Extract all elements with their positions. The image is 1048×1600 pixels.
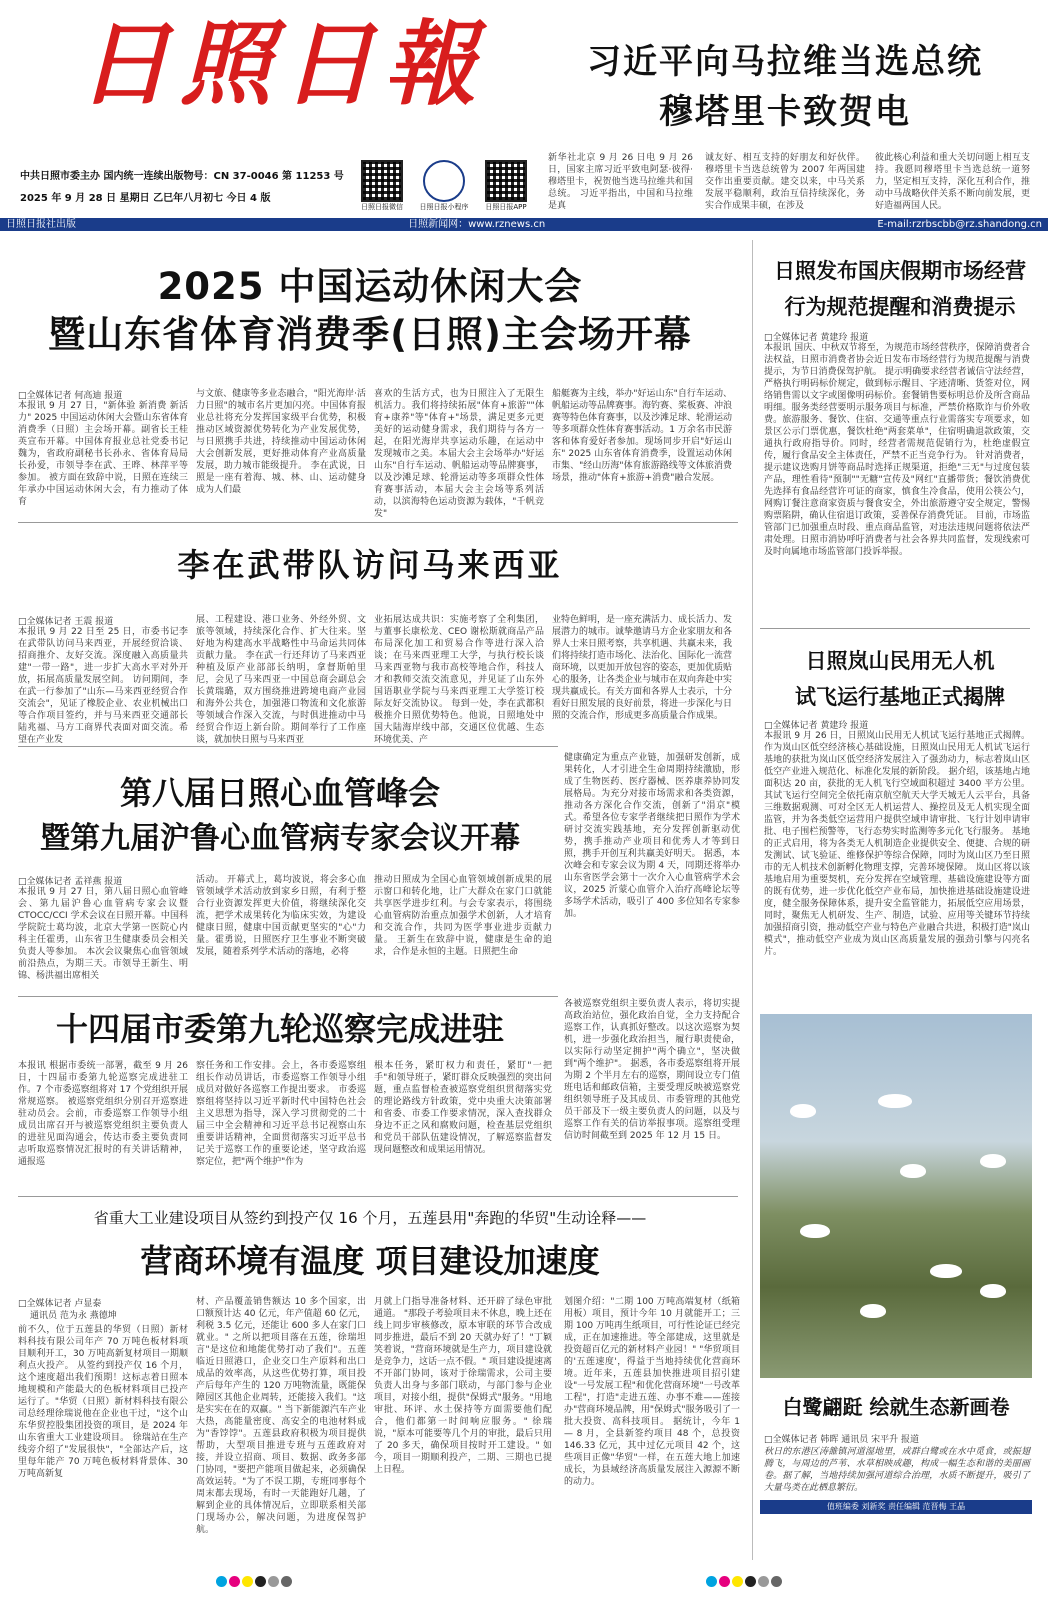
register-marks-left bbox=[216, 1572, 294, 1591]
date-line: 2025 年 9 月 28 日 星期日 乙巳年八月初七 今日 4 版 bbox=[20, 193, 271, 204]
photo-caption: 秋日的东港区涛雒镇河道湿地里，成群白鹭或在水中觅食，或振翅腾飞，与周边的芦苇、水草相映成趣，构成一幅生态和谐的美丽画卷。据了解，当地持续加强河道综合治理，水质不断提升，吸引了大量鸟类在此栖息繁衍。 bbox=[764, 1447, 1030, 1493]
divider bbox=[18, 996, 558, 997]
qr-caption: 日照日报小程序 bbox=[419, 203, 469, 211]
magenta-dot bbox=[229, 1576, 240, 1587]
logo-icon bbox=[423, 160, 465, 202]
magenta-dot bbox=[719, 1576, 730, 1587]
yellow-dot bbox=[242, 1576, 253, 1587]
article2-col1: 本报讯 9 月 22 日至 25 日，市委书记李在武带队访问马来西亚，开展经贸洽谈、招商推介、友好交流。深度融入高质量共建"一带一路"，进一步扩大高水平对外开放，拓展高质量发展空间。 访问期间，李在武一行参加了"山东—马来西亚经贸合作交流会"，见证了橡胶企业、农业机械出口等合作项目签约，并与马来西亚交通部长陆兆福、马方工商界代表面对面交流。希望在产业发 bbox=[18, 627, 188, 745]
article4-title: 十四届市委第九轮巡察完成进驻 bbox=[55, 1010, 504, 1048]
article2-col2: 展、工程建设、港口业务、外经外贸、文旅等领域，持续深化合作、扩大往来。坚好地为构建高水平战略性中马命运共同体贡献力量。 李在武一行还拜访了马来西亚种植及原产业部部长纳明，拿督斯帕里尼，会见了马来西亚一中国总商会副总会长黄瑞璐，双方围绕推进跨境电商产业园和海外公共仓，加强港口物流和文化旅游等领域合作深入交流，与时俱进推动中马经贸合作迈上新台阶。期间举行了工作座谈，就加快日照与马来西亚 bbox=[196, 615, 366, 745]
info-bar bbox=[0, 218, 1048, 231]
article1-col3: 喜欢的生活方式，也为日照注入了无限生机活力。我们将持续拓展"体育+旅游""体育+康养"等"体育+"场景，满足更多元更美好的运动健身需求，我们期待与各方一起，在阳光海岸共享运动乐趣，在运动中发现城市之美。本届大会主会场举办"好运山东"自行车运动、帆船运动等品牌赛事，以及沙滩足球、轮滑运动等多项群众性体育赛事活动，本届大会主会场等系列活动，以滨海特色运动资源为载体，"千帆竞发" bbox=[374, 389, 544, 519]
qr-code-icon bbox=[361, 160, 403, 202]
divider bbox=[18, 1196, 738, 1197]
article4-col1: 本报讯 根据市委统一部署，截至 9 月 26 日，十四届市委第九轮巡察完成进驻工作。7 个市委巡察组将对 17 个党组织开展常规巡察。 被巡察党组织分别召开巡察进驻动员会。会前，市委巡察工作领导小组成员出席召开与被巡察党组织主要负责人的进驻见面沟通会，传达市委主要负责同志听取巡察情况汇报时的有关讲话精神，通报巡 bbox=[18, 1061, 188, 1167]
article3-byline: □全媒体记者 孟祥燕 报道 bbox=[18, 877, 123, 887]
article4-col4: 各被巡察党组织主要负责人表示，将切实提高政治站位，强化政治自觉，全力支持配合巡察工作，认真抓好整改。以这次巡察为契机，进一步强化政治担当，履行职责使命，以实际行动坚定拥护"两个确立"，坚决做到"两个维护"。 据悉，各市委巡察组将开展为期 2 个半月左右的巡察，期间设立专门值班电话和邮政信箱，主要受理反映被巡察党组织领导班子及其成员、市委管理的其他党员干部及下一级主要负责人的问题，以及与巡察工作有关的信访举报事项。巡察组受理信访时间截至到 2025 年 12 月 15 日。 bbox=[564, 999, 740, 1141]
egret-shape bbox=[800, 1224, 830, 1238]
black-dot bbox=[745, 1576, 756, 1587]
side2-body: 本报讯 9 月 26 日，日照岚山民用无人机试飞运行基地正式揭牌。作为岚山区低空经济核心基础设施，日照岚山民用无人机试飞运行基地的获批为岚山区低空经济发展注入了强劲动力，标志着岚山区低空产业进入规范化、标准化发展的新阶段。 据介绍，该基地占地面积达 20 亩，获批的无人机飞行空域面积超过 3400 平方公里。其试飞运行空间完全依托南京航空航天大学天城无人云平台，具备三维数据观测、可对全区无人机运营人、操控员及无人机实现全面监管，并为各类低空运营用户提供空域申请审批、飞行计划申请审批、电子围栏预警等，飞行态势实时监测等多元化飞行服务。 基地的正式启用，将为各类无人机制造企业提供安全、便捷、合规的研发测试、试飞验证、维修保护等综合保障，同时为岚山区乃至日照市的无人机技术创新孵化物理支撑，完善环境保障。 岚山区将以该基地启用为重要契机，充分发挥在空域管理、基础设施建设等方面的既有优势，进一步优化低空产业布局，加快推进基础设施建设进度，健全服务保障体系，提升安全监管能力，拓展低空应用场景，同时，聚焦无人机研发、生产、制造，试验、应用等关键环节持续加强招商引资，推动低空产业与特色产业融合共进，积极打造"岚山模式"，推动低空产业成为岚山区高质量发展的强劲引擎与闪亮名片。 bbox=[764, 731, 1030, 957]
article5-byline2: 通讯员 范为永 燕德坤 bbox=[30, 1311, 117, 1321]
article1-col2: 与文旅、健康等多业态融合，"阳光海岸·活力日照"的城市名片更加闪亮。中国体育报业总社将充分发挥国家级平台优势，积极推动区域资源优势转化为产业发展优势，与日照携手共进，持续推动中国运动休闲大会创新发展，更好推动体育产业高质量发展，助力城市能级提升。 李在武说，日照是一座有着海、城、林、山、运动健身成为人们最 bbox=[196, 389, 366, 495]
egret-shape bbox=[878, 1094, 912, 1108]
article5-col2: 材、产品覆盖销售额达 10 多个国家，出口额预计达 40 亿元，年产值超 60 亿元，利税 3.5 亿元，还能让 600 多人在家门口就业。" 之所以把项目落在五莲，徐瑞坦言"是这位和地能优势打动了我们"。五莲临近日照港口，企业交口生产原料和出口成品的效率高，从这些优势打算，项目投产后每年产生的 120 万吨物流量，既能保障园区其他企业周转，还能接入我们。"这是实实在在的双赢。" 当下新能源汽车产业大热，高能量密度、高安全的电池材料成为"香饽饽"。五莲县政府积极为项目提供帮助，大型项目推进专班与五莲政府对接，并设立招商、项目、数据、政务多部门协同，"要把产能项目做起来，必须确保高效运转。"为了不误工期，专班同事每个周末都去现场，有时一天能跑好几趟，了解到企业的具体情况后，立即联系相关部门现场办公，解决问题，为进度保驾护航。 bbox=[196, 1297, 366, 1535]
side1-title-line2: 行为规范提醒和消费提示 bbox=[784, 295, 1016, 319]
article2-col4: 业特色鲜明，是一座充满活力、成长活力、发展潜力的城市。诚挚邀请马方企业家朋友和各界人士来日照考察，共享机遇、共赢未来，我们将持续打造市场化、法治化、国际化一流营商环境，以更加开放包容的姿态，更加优质贴心的服务，让各类企业与城市在双向奔赴中实现共赢成长。有关方面和各界人士表示，十分看好日照发展的良好前景，将进一步深化与日照的交流合作，形成更多高质量合作成果。 bbox=[552, 615, 733, 721]
black-dot bbox=[255, 1576, 266, 1587]
publisher-label: 日照日报社出版 bbox=[6, 219, 76, 230]
column-divider bbox=[752, 240, 753, 1560]
gray-dot bbox=[268, 1576, 279, 1587]
article4-col2: 察任务和工作安排。会上，各市委巡察组组长作动员讲话，市委巡察工作领导小组成员对做好各巡察工作提出要求。 市委巡察组将坚持以习近平新时代中国特色社会主义思想为指导，深入学习贯彻党的二十届三中全会精神和习近平总书记视察山东重要讲话精神，全面贯彻落实习近平总书记关于巡察工作的重要论述，坚守政治巡察定位，把"两个维护"作为 bbox=[196, 1061, 366, 1167]
side1-byline: □全媒体记者 黄建玲 报道 bbox=[764, 333, 869, 343]
egret-shape bbox=[860, 1304, 886, 1318]
divider bbox=[18, 746, 558, 747]
qr-wechat[interactable] bbox=[352, 160, 412, 212]
article2-title: 李在武带队访问马来西亚 bbox=[177, 546, 563, 584]
article1-col4: 船艇赛为主线，举办"好运山东"自行车运动、帆船运动等品牌赛事。海钓赛、桨板赛、冲浪赛等特色体育赛事，以及沙滩足球、轮滑运动等多项群众性体育赛事活动。1 万余名市民游客和体育爱好者参加。现场同步开启"好运山东" 2025 山东省体育消费季，设置运动休闲市集、"经山历海"体育旅游路线等文体旅消费场景，推动"体育+旅游+消费"融合发展。 bbox=[552, 389, 733, 483]
article3-title-line2: 暨第九届沪鲁心血管病专家会议开幕 bbox=[40, 821, 520, 856]
lead-body-col2: 诚友好、相互支持的好朋友和好伙伴。穆塔里卡当选总统曾为 2007 年两国建交作出重要贡献。建交以来，中马关系发展平稳顺利，政治互信持续深化，务实合作成果丰硕，在涉及 bbox=[705, 153, 865, 211]
side2-title-line1: 日照岚山民用无人机 bbox=[805, 649, 995, 673]
qr-caption: 日照日报APP bbox=[485, 203, 527, 211]
yellow-dot bbox=[732, 1576, 743, 1587]
side1-title-line1: 日照发布国庆假期市场经营 bbox=[774, 259, 1026, 283]
gray-dot bbox=[758, 1576, 769, 1587]
cyan-dot bbox=[706, 1576, 717, 1587]
lead-body-col3: 彼此核心利益和重大关切问题上相互支持。我愿同穆塔里卡当选总统一道努力，坚定相互支持，深化互利合作，推动中马战略伙伴关系不断向前发展，更好造福两国人民。 bbox=[875, 153, 1030, 211]
register-marks-right bbox=[706, 1572, 784, 1591]
photo-byline: □全媒体记者 韩晖 通讯员 宋平升 报道 bbox=[764, 1435, 919, 1445]
article2-col3: 业拓展达成共识：实施考察了全利集团，与董事长康松龙、CEO 谢松斯就商品产品布局深化加工和贸易合作等进行深入洽谈；在马来西亚理工大学，与执行校长谈马来西亚物与我市高校等地合作，科技人才和教师交流交流意见，并见证了山东外国语职业学院与马来西亚理工大学签订校际友好交流协议。 每到一处，李在武都积极推介日照优势特色。他说，日照地处中国大陆海岸线中部，交通区位优越、生态环境优美、产 bbox=[374, 615, 544, 745]
article1-title-line1: 2025 中国运动休闲大会 bbox=[157, 265, 583, 308]
gray-dot bbox=[771, 1576, 782, 1587]
article5-byline1: □全媒体记者 卢显泰 bbox=[18, 1299, 102, 1309]
qr-app[interactable] bbox=[476, 160, 536, 212]
lead-title-line2: 穆塔里卡致贺电 bbox=[659, 92, 911, 132]
lead-title-line1: 习近平向马拉维当选总统 bbox=[587, 42, 983, 82]
lead-body-col1: 新华社北京 9 月 26 日电 9 月 26 日，国家主席习近平致电阿瑟·彼得·穆塔里卡，祝贺他当选马拉维共和国总统。 习近平指出，中国和马拉维是真 bbox=[548, 153, 693, 211]
egret-shape bbox=[900, 1164, 926, 1178]
website-link[interactable]: 日照新闻网：www.rznews.cn bbox=[408, 219, 546, 230]
egret-shape bbox=[930, 1264, 962, 1278]
cyan-dot bbox=[216, 1576, 227, 1587]
side1-body: 本报讯 国庆、中秋双节将至，为规范市场经营秩序，保障消费者合法权益，日照市消费者协会近日发布市场经营行为规范提醒与消费提示，为节日消费保驾护航。 提示明确要求经营者诚信守法经营，严格执行明码标价规定，做到标示醒目、字迹清晰、货签对位，网络销售需以文字或图像明码标价。套餐销售要标明总价及所含商品明细。服务类经营要明示服务项目与标准，严禁价格欺诈与价外收费。旅游服务、餐饮、住宿、交通等重点行业需落实专项要求，如景区公示门票优惠，餐饮杜绝"两套菜单"，住宿明确退款政策，交通执行政府指导价。同时，经营者需规范促销行为，杜绝虚假宣传，履行食品安全主体责任，严禁不正当竞争行为。 针对消费者，提示建议选购月饼等商品时选择正规渠道，拒绝"三无"与过度包装产品，理性看待"预制""无糖"宣传及"网红"直播带货；餐饮消费优先选择有食品经营许可证的商家，慎食生冷食品，使用公筷公勺，网购订餐注意商家资质与餐食安全，外出旅游遵守安全规定，警惕购票陷阱，确认住宿退订政策，妥善保存消费凭证。 目前，市场监管部门已加强重点时段、重点商品监管，对违法违规问题将依法严肃处理。日照市消协呼吁消费者与社会各界共同监督，发现线索可及时向属地市场监管部门投诉举报。 bbox=[764, 343, 1030, 557]
article2-byline: □全媒体记者 王震 报道 bbox=[18, 617, 114, 627]
article3-col2: 活动。 开幕式上，葛均波说，将会多心血管领域学术活动放到家乡日照，有利于整合行业资源发挥更大价值，将继续深化交流，把学术成果转化为临床实效，为建设健康日照，健康中国贡献更坚实的"心"力量。霍勇说，日照医疗卫生事业不断突破发展，随着系列学术活动的落地，必将 bbox=[196, 875, 366, 957]
article3-col4: 健康确定为重点产业链，加强研发创新，成果转化，人才引进全生命周期持续激励，形成了生物医药、医疗器械、医养康养协同发展格局。为充分对接市场需求和各类资源，推动各方深化合作交流，创新了"涓京"模式。希望各位专家学者继续把日照作为学术研讨交流实践基地，充分发挥创新驱动优势，携手推动产业项目和优秀人才等到日照，携手开创互利共赢美好明天。 据悉，本次峰会和专家会议为期 4 天，同期还将举办山东省医学会第十一次介入心血管病学术会议，2025 沂蒙心血管介入治疗高峰论坛等多场学术活动，吸引了 400 多位知名专家参加。 bbox=[564, 753, 740, 919]
masthead-title: 日照日報 bbox=[78, 10, 487, 118]
article3-title-line1: 第八届日照心血管峰会 bbox=[119, 774, 440, 812]
gray-dot bbox=[281, 1576, 292, 1587]
divider bbox=[18, 522, 738, 523]
article1-byline: □全媒体记者 何高迪 报道 bbox=[18, 391, 123, 401]
photo-title: 白鹭翩跹 绘就生态新画卷 bbox=[782, 1395, 1010, 1419]
article1-col1: 本报讯 9 月 27 日，"新体验 新消费 新活力" 2025 中国运动休闲大会暨山东省体育消费季（日照）主会场开幕。副省长王桂英宣布开幕。中国体育报业总社党委书记魏为，省政府副秘书长孙永、省体育局局长孙爱，市领导李在武、王晔、林萍平等参加。 被方面在致辞中说，日照在连续三年承办中国运动休闲大会，有力推动了体育 bbox=[18, 401, 188, 507]
article1-title-line2: 暨山东省体育消费季(日照)主会场开幕 bbox=[48, 313, 692, 356]
divider bbox=[760, 628, 1030, 629]
article3-col1: 本报讯 9 月 27 日，第八届日照心血管峰会、第九届沪鲁心血管病专家会议暨 CTOCC/CCI 学术会议在日照开幕。中国科学院院士葛均波，北京大学第一医院心内科主任霍勇，山东省卫生健康委员会相关负责人等参加。 本次会议聚焦心血管领域前沿热点，为期三天。市领导王新生、明锦、杨洪福出席相关 bbox=[18, 887, 188, 981]
editors-bar: 值班编委 刘新奖 责任编辑 范晋梅 王晶 bbox=[760, 1500, 1032, 1514]
sponsor-line: 中共日照市委主办 国内统一连续出版物号：CN 37-0046 第 11253 号 bbox=[20, 171, 344, 182]
article5-title: 营商环境有温度 项目建设加速度 bbox=[140, 1242, 600, 1280]
egret-shape bbox=[790, 1104, 816, 1118]
side2-byline: □全媒体记者 黄建玲 报道 bbox=[764, 721, 869, 731]
qr-caption: 日照日报微信 bbox=[361, 203, 403, 211]
article4-col3: 根本任务，紧盯权力和责任，紧盯"一把手"和领导班子，紧盯群众反映强烈的突出问题，重点监督检查被巡察党组织贯彻落实党的理论路线方针政策，党中央重大决策部署和省委、市委工作要求情况，深入查找群众身边不正之风和腐败问题，检查基层党组织和党员干部队伍建设情况，了解巡察监督发现问题整改和成果运用情况。 bbox=[374, 1061, 552, 1155]
article5-col1: 前不久，位于五莲县的华贸（日照）新材料科技有限公司年产 70 万吨色板材料项目顺利开工，30 万吨高新复材项目一期顺利点火投产。 从签约到投产仅 16 个月，这个速度超出我们预期！这标志着日照本地规模和产能最大的色板材料项目已投产运行了。"华贸（日照）新材料科技有限公司总经理徐瑞说他在企业也干过，"这个山东华贸控股集团投资的项目，是 2024 年山东省重大工业建设项目。 徐瑞站在生产线旁介绍了"发展很快"，"全部达产后，这里每年能产 70 万吨色板材料背景体、30 万吨高新复 bbox=[18, 1325, 188, 1479]
article5-col3: 月就上门指导准备材料、还开辟了绿色审批通道。 "那段子考验项目未不休息，晚上还在线上同步审核修改，原本审联的环节合改成同步推进，最后不到 20 天就办好了！"丁颖笑着说，"营商环境就是生产力，项目建设就是竞争力，这话一点不假。" 项目建设提速离不开部门协同，该对于徐瑞需求，公司主要负责人出身与多部门联动，与部门参与企业项目，对接小组，提供"保姆式"服务。"用地审批、环评、水土保持等方面需要他们配合，他们都第一时间响应服务。" 徐瑞说，"原本可能要等几个月的审批，最后只用了 20 多天，确保项目按时开工建设。" 如今，项目一期顺利投产，二期、三期也已提上日程。 bbox=[374, 1297, 553, 1475]
article5-kicker: 省重大工业建设项目从签约到投产仅 16 个月，五莲县用"奔跑的华贸"生动诠释—— bbox=[93, 1209, 647, 1227]
qr-code-icon bbox=[485, 160, 527, 202]
egret-shape bbox=[980, 1154, 1006, 1168]
egret-photo bbox=[760, 1014, 1032, 1378]
article3-col3: 推动日照成为全国心血管领域创新成果的展示窗口和转化地，让广大群众在家门口就能共享医学进步红利。与会专家表示，将围绕心血管病防治重点加强学术创新，人才培育和交流合作，共同为医学事业进步贡献力量。 王新生在致辞中说，健康是生命的追求，合作是永恒的主题。日照把生命 bbox=[374, 875, 552, 957]
side2-title-line2: 试飞运行基地正式揭牌 bbox=[795, 685, 1005, 709]
egret-shape bbox=[980, 1284, 1006, 1298]
article5-col4: 划图介绍："二期 100 万吨高端复材（纸箱用板）项目，预计今年 10 月就能开工；三期 100 万吨再生纸项目，可行性论证已经完成，正在加速推进。等全部建成，这里就是投资超百亿元的新材料产业园！" "华贸项目的'五莲速度'，得益于当地持续优化营商环境。近年来，五莲县加快推进项目招引建设"一号发展工程"和优化营商环境"一号改革工程"，打造"走进五莲、办事不难——莲接办"营商环境品牌，用"保姆式"服务吸引了一批大投资、高科技项目。 据统计，今年 1 — 8 月，全县新签约项目 48 个，总投资 146.33 亿元，其中过亿元项目 42 个，这些项目正像"华贸"一样，在五莲大地上加速成长，为县域经济高质量发展注入源源不断的动力。 bbox=[564, 1297, 740, 1487]
qr-miniprogram[interactable] bbox=[414, 160, 474, 212]
email-link[interactable]: E-mail:rzrbscbb@rz.shandong.cn bbox=[877, 219, 1042, 230]
